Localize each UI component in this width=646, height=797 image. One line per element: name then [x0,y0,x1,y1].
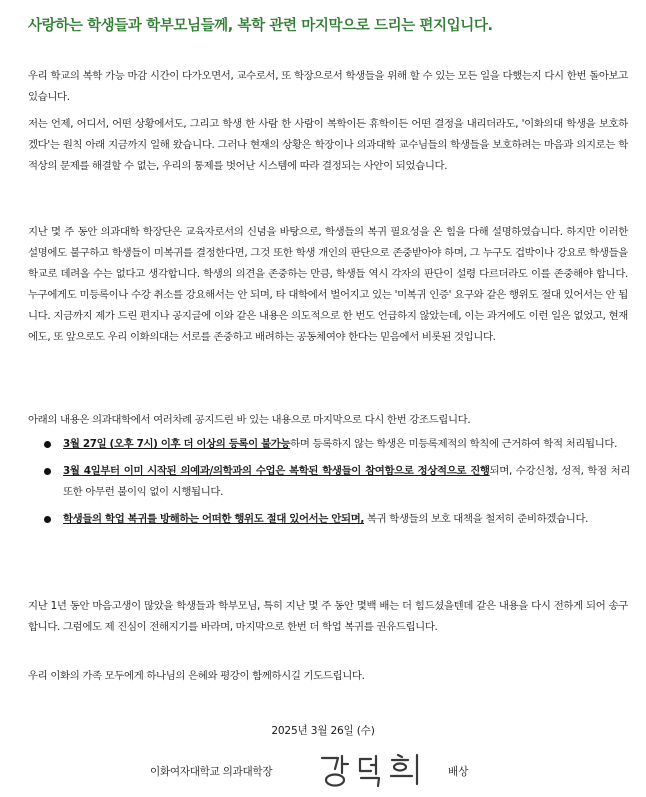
notice-emphasis: 3월 27일 (오후 7시) 이후 더 이상의 등록이 불가능 [63,438,291,450]
paragraph-principle: 저는 언제, 어디서, 어떤 상황에서도, 그리고 학생 한 사람 한 사람이 복학이든 휴학이든 어떤 결정을 내리더라도, '이화의대 학생을 보호하겠다'는 원칙 아래 지금까지 일해 왔습니다. 그러나 현재의 상황은 학장이나 의과대학 교수님들의 학생들을 보호하려는 마음과 의지로는 학적상의 문제를 해결할 수 없는, 우리의 통제를 벗어난 시스템에 따라 결정되는 사안이 되었습니다. [28,118,628,172]
paragraph-respect: 지난 몇 주 동안 의과대학 학장단은 교육자로서의 신념을 바탕으로, 학생들의 복귀 필요성을 온 힘을 다해 설명하였습니다. 하지만 이러한 설명에도 불구하고 학생들이 미복귀를 결정한다면, 그것 또한 학생 개인의 판단으로 존중받아야 하며, 그 누구도 겁박이나 강요로 학생들을 학교로 데려올 수는 없다고 생각합니다. 학생의 의견을 존중하는 만큼, 학생들 역시 각자의 판단이 설령 다르더라도 이를 존중해야 합니다. 누구에게도 미등록이나 수강 취소를 강요해서는 안 되며, 타 대학에서 벌어지고 있는 '미복귀 인증' 요구와 같은 행위도 절대 있어서는 안 됩니다. 지금까지 제가 드린 편지나 공지글에 이와 같은 내용은 의도적으로 한 번도 언급하지 않았는데, 이는 과거에도 이런 일은 없었고, 현재에도, 또 앞으로도 우리 이화의대는 서로를 존중하고 배려하는 공동체여야 한다는 믿음에서 비롯된 것입니다. [28,226,628,343]
signature-block [0,752,646,792]
notice-item-registration [44,434,630,455]
notice-text: 복귀 학생들의 보호 대책을 철저히 준비하겠습니다. [363,513,589,525]
notice-text: 하며 등록하지 않는 학생은 미등록제적의 학칙에 근거하여 학적 처리됩니다. [290,438,618,450]
letter-date: 2025년 3월 26일 (수) [271,725,375,737]
notice-item-protection [44,509,630,530]
paragraph-notice-intro: 아래의 내용은 의과대학에서 여러차례 공지드린 바 있는 내용으로 마지막으로 다시 한번 강조드립니다. [28,414,471,426]
institution-title: 이화여자대학교 의과대학장 [150,766,273,778]
notice-emphasis: 3월 4일부터 이미 시작된 의예과/의학과의 수업은 복학된 학생들이 참여함으로 정상적으로 진행 [63,465,490,477]
closing-word: 배상 [448,766,469,778]
notice-emphasis: 학생들의 학업 복귀를 방해하는 어떠한 행위도 절대 있어서는 안되며, [63,513,364,525]
notice-text: 되며, 수강신청, 성적, 학점 처리 또한 아무런 불이익 없이 시행됩니다. [63,465,630,498]
paragraph-intro: 우리 학교의 복학 가능 마감 시간이 다가오면서, 교수로서, 또 학장으로서 학생들을 위해 할 수 있는 모든 일을 다했는지 다시 한번 돌아보고 있습니다. [28,70,628,103]
notice-item-classes [44,461,630,503]
handwritten-signature [318,752,430,790]
letter-title: 사랑하는 학생들과 학부모님들께, 복학 관련 마지막으로 드리는 편지입니다. [28,18,493,34]
notice-list [44,434,630,536]
paragraph-blessing: 우리 이화의 가족 모두에게 하나님의 은혜와 평강이 함께하시길 기도드립니다. [28,670,365,682]
paragraph-apology: 지난 1년 동안 마음고생이 많았을 학생들과 학부모님, 특히 지난 몇 주 동안 몇백 배는 더 힘드셨을텐데 같은 내용을 다시 전하게 되어 송구합니다. 그럼에도 제 진심이 전해지기를 바라며, 마지막으로 한번 더 학업 복귀를 권유드립니다. [28,600,628,633]
